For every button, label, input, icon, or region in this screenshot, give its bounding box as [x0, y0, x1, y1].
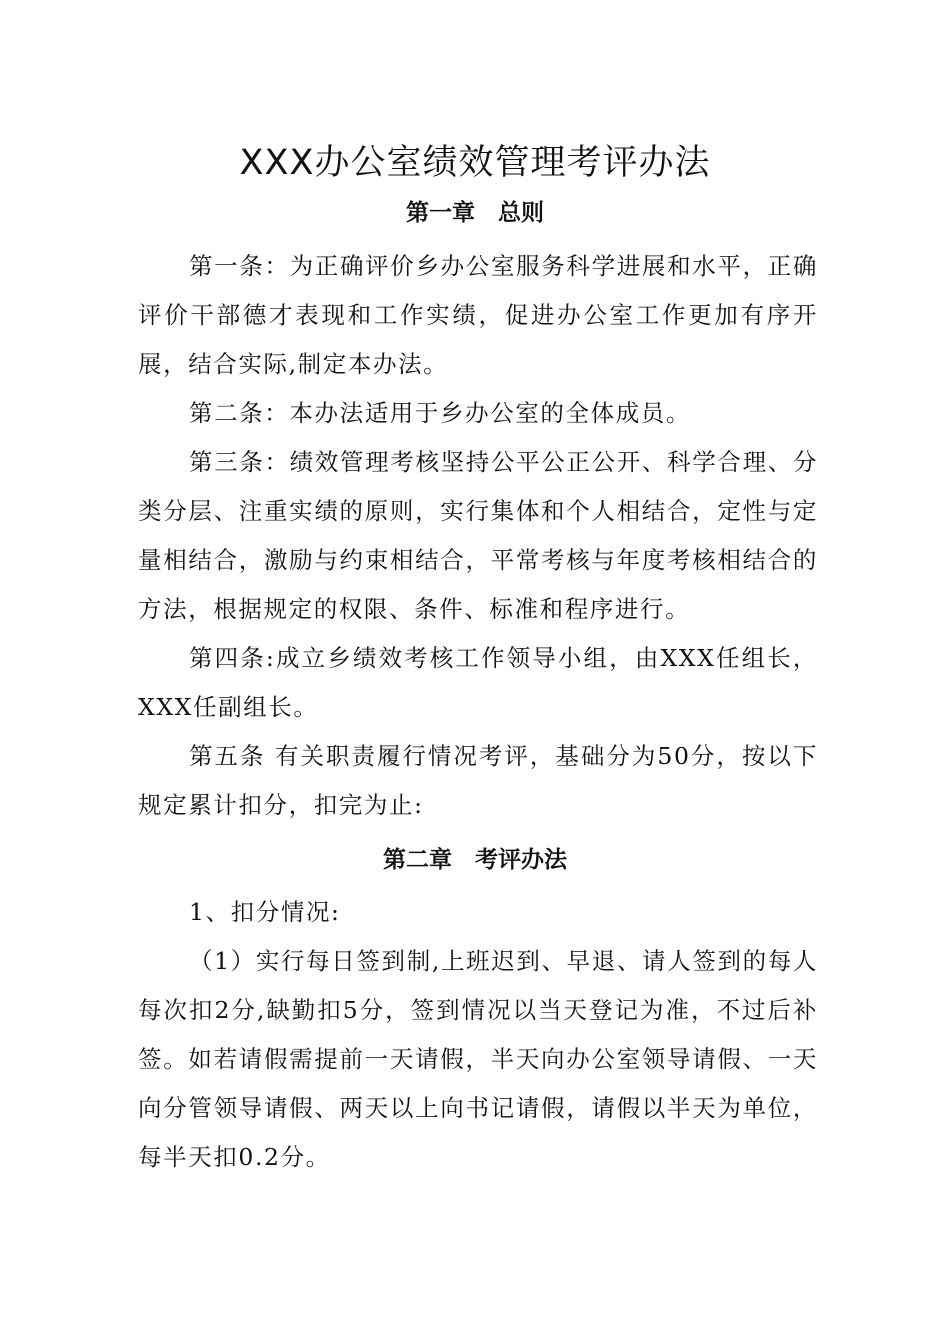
- document-title: XXX办公室绩效管理考评办法: [239, 143, 711, 183]
- chapter-heading-1: 第一章 总则: [406, 200, 544, 226]
- article-5-paragraph: 第五条 有关职责履行情况考评，基础分为50分，按以下规定累计扣分，扣完为止:: [138, 742, 818, 819]
- deduction-item-1-paragraph: （1）实行每日签到制,上班迟到、早退、请人签到的每人每次扣2分,缺勤扣5分，签到情况以当天登记为准，不过后补签。如若请假需提前一天请假，半天向办公室领导请假、一天向分管领导请假、两天以上向书记请假，请假以半天为单位，每半天扣0.2分。: [138, 947, 818, 1171]
- article-3-paragraph: 第三条：绩效管理考核坚持公平公正公开、科学合理、分类分层、注重实绩的原则，实行集体和个人相结合，定性与定量相结合，激励与约束相结合，平常考核与年度考核相结合的方法，根据规定的权限、条件、标准和程序进行。: [138, 448, 818, 623]
- article-2-paragraph: 第二条：本办法适用于乡办公室的全体成员。: [189, 399, 691, 427]
- article-1-paragraph: 第一条：为正确评价乡办公室服务科学进展和水平，正确评价干部德才表现和工作实绩，促进办公室工作更加有序开展，结合实际,制定本办法。: [138, 252, 818, 378]
- deduction-section-heading: 1、扣分情况:: [189, 898, 341, 926]
- chapter-heading-2: 第二章 考评办法: [383, 847, 567, 873]
- article-4-paragraph: 第四条:成立乡绩效考核工作领导小组，由XXX任组长，XXX任副组长。: [138, 644, 818, 721]
